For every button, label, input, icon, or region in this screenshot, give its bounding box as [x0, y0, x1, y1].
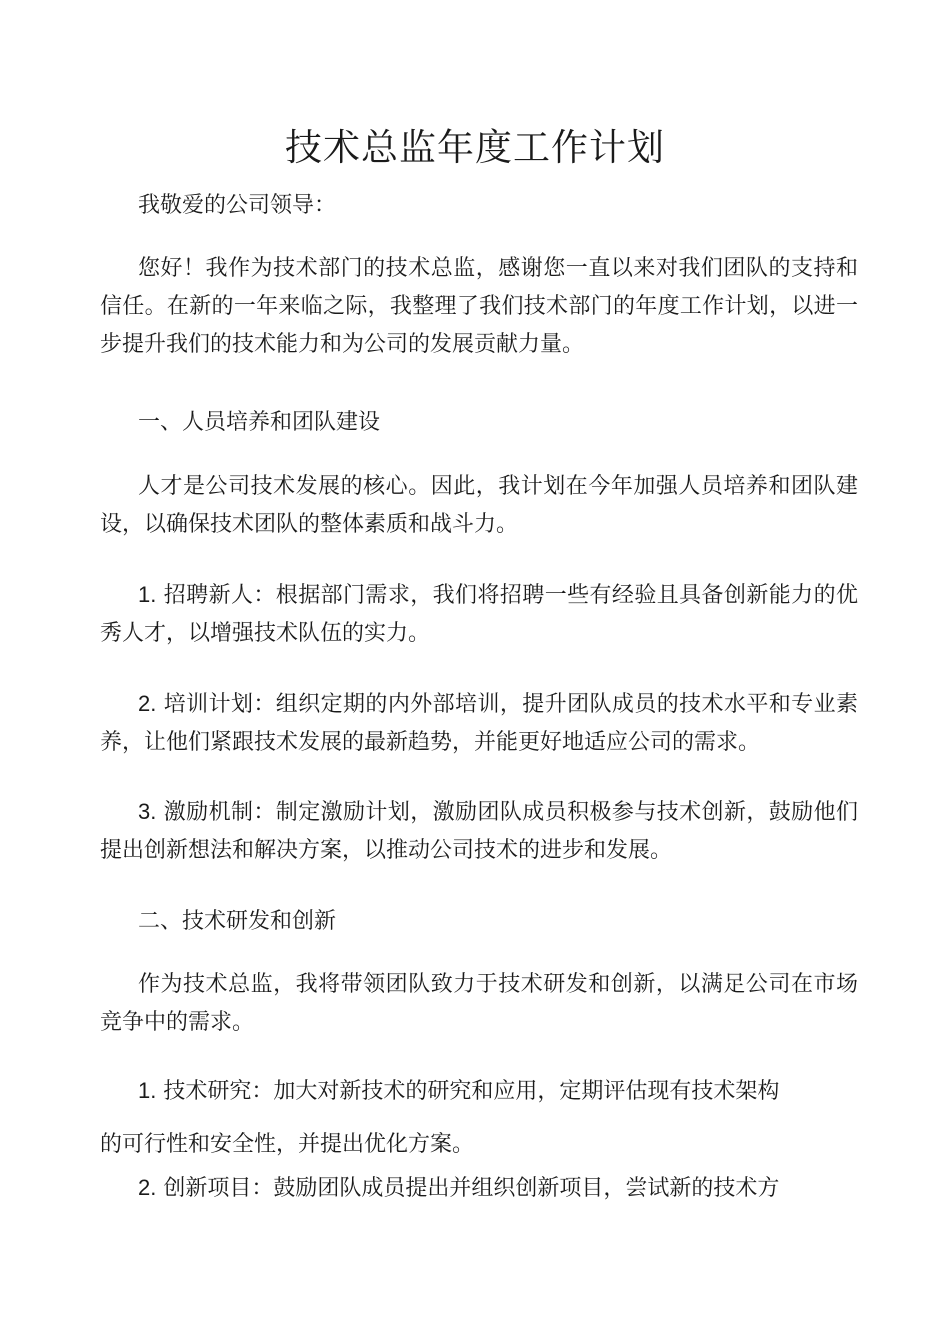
section-1-lead: 人才是公司技术发展的核心。因此，我计划在今年加强人员培养和团队建设，以确保技术团队的整体素质和战斗力。 — [100, 474, 858, 537]
item-text: 培训计划：组织定期的内外部培训，提升团队成员的技术水平和专业素养，让他们紧跟技术发展的最新趋势，并能更好地适应公司的需求。 — [100, 692, 858, 755]
document-title: 技术总监年度工作计划 — [285, 126, 665, 169]
item-text: 创新项目：鼓励团队成员提出并组织创新项目，尝试新的技术方 — [156, 1176, 780, 1201]
section-2-lead: 作为技术总监，我将带领团队致力于技术研发和创新，以满足公司在市场竞争中的需求。 — [100, 972, 858, 1035]
section-2-heading: 二、技术研发和创新 — [138, 909, 337, 934]
item-number: 2. — [138, 691, 157, 716]
section-1-item-3 — [100, 793, 858, 870]
item-number: 1. — [138, 582, 157, 607]
intro-paragraph: 您好！我作为技术部门的技术总监，感谢您一直以来对我们团队的支持和信任。在新的一年来临之际，我整理了我们技术部门的年度工作计划，以进一步提升我们的技术能力和为公司的发展贡献力量。 — [100, 256, 858, 357]
section-1-item-2 — [100, 685, 858, 762]
item-text: 技术研究：加大对新技术的研究和应用，定期评估现有技术架构 — [156, 1079, 780, 1104]
section-2-item-1-line-1 — [138, 1075, 779, 1108]
salutation: 我敬爱的公司领导： — [138, 193, 337, 218]
item-number: 1. — [138, 1078, 157, 1103]
item-text: 激励机制：制定激励计划，激励团队成员积极参与技术创新，鼓励他们提出创新想法和解决方案，以推动公司技术的进步和发展。 — [100, 800, 858, 863]
item-text: 招聘新人：根据部门需求，我们将招聘一些有经验且具备创新能力的优秀人才，以增强技术队伍的实力。 — [100, 583, 858, 646]
item-number: 3. — [138, 799, 157, 824]
section-2-item-2-line-1 — [138, 1172, 779, 1205]
section-1-heading: 一、人员培养和团队建设 — [138, 410, 381, 435]
item-number: 2. — [138, 1175, 157, 1200]
section-1-item-1 — [100, 576, 858, 653]
section-2-item-1-line-2: 的可行性和安全性，并提出优化方案。 — [100, 1132, 475, 1157]
